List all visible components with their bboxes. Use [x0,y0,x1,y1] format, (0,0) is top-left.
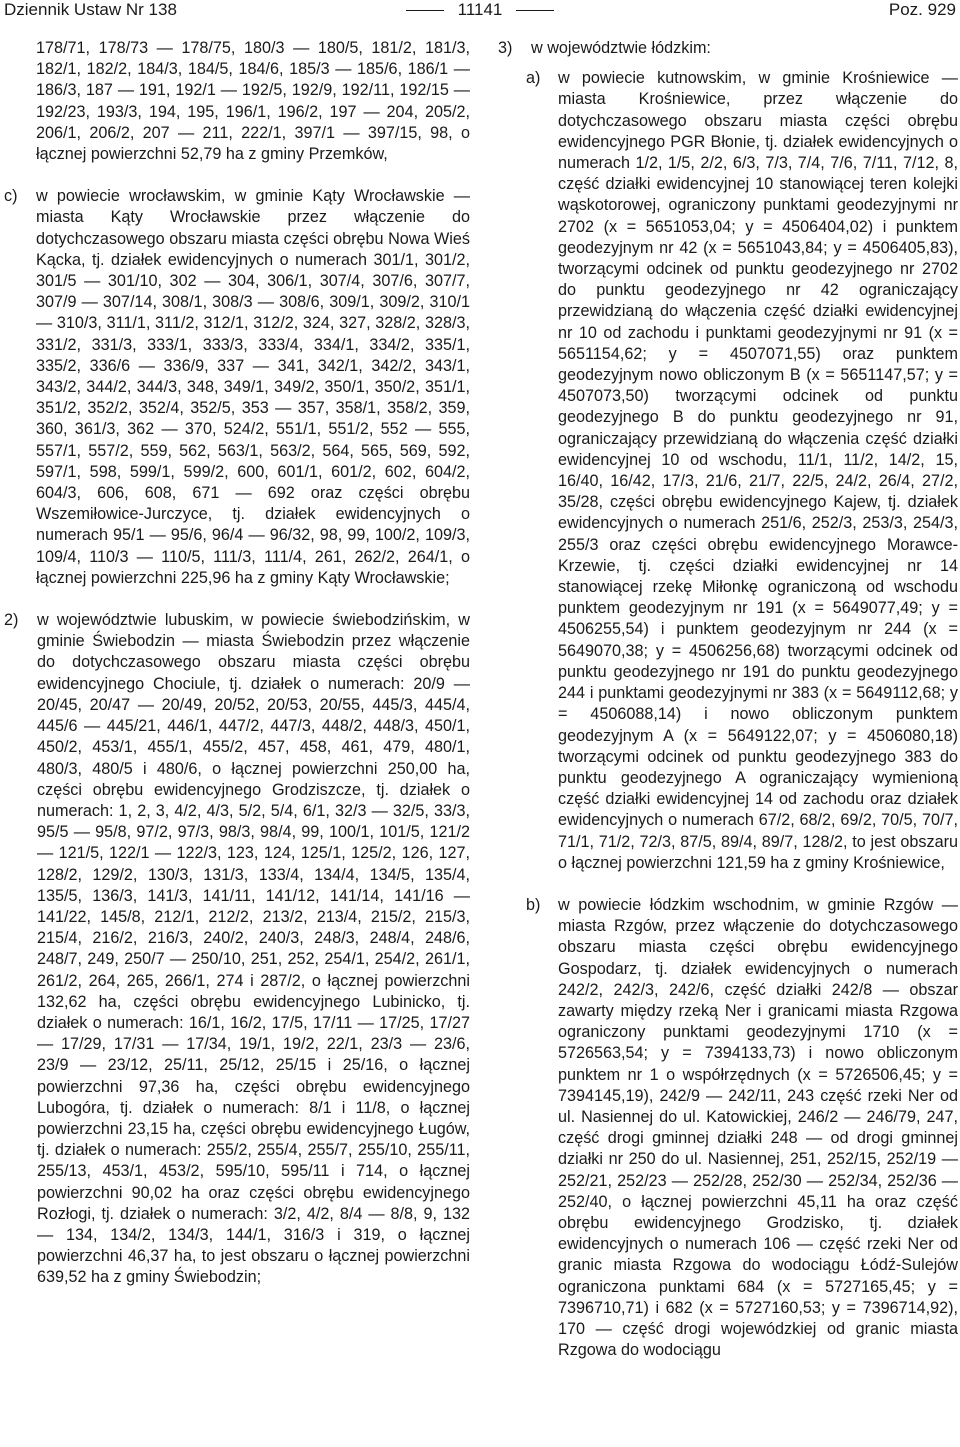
item-2-text: w województwie lubuskim, w powiecie świebodzińskim, w gminie Świebodzin — miasta Świebodzin przez włączenie do dotychczasowego obszaru miasta części obrębu ewidencyjnego Chociule, tj. działek o numerach: 20/9 — 20/45, 20/47 — 20/49, 20/52, 20/53, 20/55, 445/3, 445/4, 445/6 — 445/21, 446/1, 447/2, 447/3, 448/2, 448/3, 450/1, 450/2, 453/1, 455/1, 455/2, 457, 458, 461, 479, 480/1, 480/3, 480/5 i 480/6, o łącznej powierzchni 250,00 ha, części obrębu ewidencyjnego Grodziszcze, tj. działek o numerach: 1, 2, 3, 4/2, 4/3, 5/2, 5/4, 6/1, 32/3 — 32/5, 33/3, 95/5 — 95/8, 97/2, 97/3, 98/3, 98/4, 99, 100/1, 101/5, 121/2 — 121/5, 122/1 — 122/3, 123, 124, 125/1, 125/2, 126, 127, 128/2, 129/2, 130/3, 131/3, 133/4, 134/4, 134/5, 135/4, 135/5, 136/3, 141/3, 141/11, 141/12, 141/14, 141/16 — 141/22, 145/8, 212/1, 212/2, 213/2, 213/4, 215/2, 215/3, 215/4, 216/2, 216/3, 240/2, 240/3, 248/3, 248/4, 248/6, 248/7, 249, 250/7 — 250/10, 251, 252, 254/1, 254/2, 261/1, 261/2, 264, 265, 266/1, 274 i 287/2, o łącznej powierzchni 132,62 ha, części obrębu ewidencyjnego Lubinicko, tj. działek o numerach: 16/1, 16/2, 17/5, 17/11 — 17/25, 17/27 — 17/29, 17/31 — 17/34, 19/1, 19/2, 22/1, 23/3 — 23/6, 23/9 — 23/12, 25/11, 25/12, 25/15 i 25/16, o łącznej powierzchni 97,36 ha, części obrębu ewidencyjnego Lubogóra, tj. działek o numerach: 8/1 i 11/8, o łącznej powierzchni 23,15 ha, części obrębu ewidencyjnego Ługów, tj. działek o numerach: 255/2, 255/4, 255/7, 255/10, 255/11, 255/13, 453/1, 453/2, 595/10, 595/11 i 714, o łącznej powierzchni 90,02 ha oraz części obrębu ewidencyjnego Rozłogi, tj. działek o numerach: 3/2, 4/2, 8/4 — 8/8, 9, 132 — 134, 134/2, 134/3, 144/1, 316/3 i 319, o łącznej powierzchni 46,37 ha, to jest obszaru o łącznej powierzchni 639,52 ha z gminy Świebodzin; [37,611,470,1287]
dash-left [406,10,444,11]
item-b-text: w powiecie łódzkim wschodnim, w gminie Rzgów — miasta Rzgów, przez włączenie do dotychczasowego obszaru miasta części obrębu ewidencyjnego Gospodarz, tj. działek ewidencyjnych o numerach 242/2, 242/3, 242/6, część działki 242/8 — obszar zawarty między rzeką Ner i granicami miasta Rzgowa ograniczony punktami geodezyjnymi 1710 (x = 5726563,54; y = 7394133,73) i nowo obliczonym punktem nr 1 o współrzędnych (x = 5726506,45; y = 7394145,19), 242/9 — 242/11, 243 część rzeki Ner od ul. Nasiennej do ul. Katowickiej, 246/2 — 246/79, 247, część drogi gminnej działki 248 — od drogi gminnej działki nr 250 do ul. Nasiennej, 251, 252/15, 252/19 — 252/21, 252/23 — 252/28, 252/30 — 252/34, 252/36 — 252/40, o łącznej powierzchni 45,11 ha oraz część obrębu ewidencyjnego Grodzisko, tj. działek ewidencyjnych o numerach 106 — część rzeki Ner od granic miasta Rzgowa do wodociągu Łódź-Sulejów ograniczona punktami 684 (x = 5727165,45; y = 7396710,71) i 682 (x = 5727160,53; y = 7396714,92), 170 — część drogi wojewódzkiej od granic miasta Rzgowa do wodociągu [558,895,958,1360]
spacer [4,589,470,610]
page-number-block [0,0,960,20]
page-number: 11141 [457,0,503,19]
item-2 [4,610,470,1289]
item-3-label: 3) [498,39,513,57]
journal-title: Dziennik Ustaw Nr 138 [4,0,177,19]
spacer [498,874,958,895]
item-a-text: w powiecie kutnowskim, w gminie Krośniewice — miasta Krośniewice, przez włączenie do dotychczasowego obszaru miasta części obrębu ewidencyjnego PGR Błonie, tj. działek ewidencyjnych o numerach 1/2, 1/5, 2/2, 6/3, 7/3, 7/4, 7/6, 7/11, 7/12, 8, część działki ewidencyjnej 10 stanowiącej teren kolejki wąskotorowej, ograniczony punktami geodezyjnymi nr 2702 (x = 5651053,04; y = 4506404,02) i punktem geodezyjnym nr 42 (x = 5651043,84; y = 4506405,83), tworzącymi odcinek od punktu geodezyjnego nr 2702 do punktu geodezyjnego nr 42 ograniczający przewidzianą do włączenia część działki ewidencyjnej nr 10 od zachodu i punktami geodezyjnymi nr 91 (x = 5651154,62; y = 4507071,55) oraz punktem geodezyjnym nowo obliczonym B (x = 5651147,57; y = 4507073,50) tworzącymi odcinek od punktu geodezyjnego B do punktu geodezyjnego nr 91, ograniczający przewidzianą do włączenia część działki ewidencyjnej 10 od wschodu, 11/1, 11/2, 14/2, 15, 16/40, 16/42, 17/3, 21/6, 21/7, 22/5, 24/2, 26/4, 27/2, 35/28, części obrębu ewidencyjnego Kajew, tj. działek ewidencyjnych o numerach 251/6, 252/3, 253/3, 254/3, 255/3 oraz części obrębu ewidencyjnego Morawce-Krzewie, tj. części działki ewidencyjnej nr 14 stanowiącej rzekę Miłonkę ograniczoną od wschodu punktem geodezyjnym nr 191 (x = 5649077,49; y = 4506255,54) i punktem geodezyjnym nr 244 (x = 5649070,38; y = 4506256,68) tworzącymi odcinek od punktu geodezyjnego nr 191 do punktu geodezyjnego 244 i punktami geodezyjnymi nr 383 (x = 5649112,68; y = 4506088,14) i nowo obliczonym punktem geodezyjnym A (x = 5649122,07; y = 4506080,18) tworzącymi odcinek od punktu geodezyjnego 383 do punktu geodezyjnego A ograniczający wymienioną część działki ewidencyjnej 14 od zachodu oraz działek ewidencyjnych o numerach 67/2, 68/2, 69/2, 70/5, 70/7, 71/1, 71/2, 72/3, 87/5, 89/4, 89/7, 128/2, to jest obszaru o łącznej powierzchni 121,59 ha z gminy Krośniewice, [558,69,958,872]
item-3 [498,38,958,59]
item-a [498,68,958,874]
right-column [498,38,958,1361]
spacer [498,59,958,68]
item-a-label: a) [526,69,541,88]
item-b [498,895,958,1361]
item-3-text: w województwie łódzkim: [531,39,711,57]
item-c-label: c) [4,187,18,206]
continued-paragraph: 178/71, 178/73 — 178/75, 180/3 — 180/5, 181/2, 181/3, 182/1, 182/2, 184/3, 184/5, 184/6, 185/3 — 185/6, 186/1 — 186/3, 187 — 191, 192/1 — 192/5, 192/9, 192/11, 192/15 — 192/23, 193/3, 194, 195, 196/1, 196/2, 197 — 204, 205/2, 206/1, 206/2, 207 — 211, 222/1, 397/1 — 397/15, 98, o łącznej powierzchni 52,79 ha z gminy Przemków, [36,39,470,164]
spacer [4,165,470,186]
item-b-label: b) [526,895,541,914]
dash-right [516,10,554,11]
item-c [4,186,470,589]
position-number: Poz. 929 [888,0,956,19]
left-column [4,38,470,1289]
item-2-label: 2) [4,611,19,630]
item-c-text: w powiecie wrocławskim, w gminie Kąty Wrocławskie — miasta Kąty Wrocławskie przez włączenie do dotychczasowego obszaru miasta części obrębu Nowa Wieś Kącka, tj. działek ewidencyjnych o numerach 301/1, 301/2, 301/5 — 301/10, 302 — 304, 306/1, 307/4, 307/6, 307/7, 307/9 — 307/14, 308/1, 308/3 — 308/6, 309/1, 309/2, 310/1 — 310/3, 311/1, 311/2, 312/1, 312/2, 324, 327, 328/2, 328/3, 331/2, 331/3, 333/1, 333/3, 333/4, 334/1, 334/2, 335/1, 335/2, 336/6 — 336/9, 337 — 341, 342/1, 342/2, 343/1, 343/2, 344/2, 344/3, 348, 349/1, 349/2, 350/1, 350/2, 351/1, 351/2, 352/2, 352/4, 352/5, 353 — 357, 358/1, 358/2, 359, 360, 361/3, 362 — 370, 524/2, 551/1, 551/2, 552 — 555, 557/1, 557/2, 559, 562, 563/1, 563/2, 564, 565, 569, 592, 597/1, 598, 599/1, 599/2, 600, 601/1, 601/2, 602, 604/2, 604/3, 606, 608, 671 — 692 oraz części obrębu Wszemiłowice-Jurczyce, tj. działek ewidencyjnych o numerach 95/1 — 95/6, 96/4 — 96/32, 98, 99, 100/2, 109/3, 109/4, 110/3 — 110/5, 111/3, 111/4, 261, 262/2, 264/1, o łącznej powierzchni 225,96 ha z gminy Kąty Wrocławskie; [36,187,470,587]
page-header [0,0,960,22]
